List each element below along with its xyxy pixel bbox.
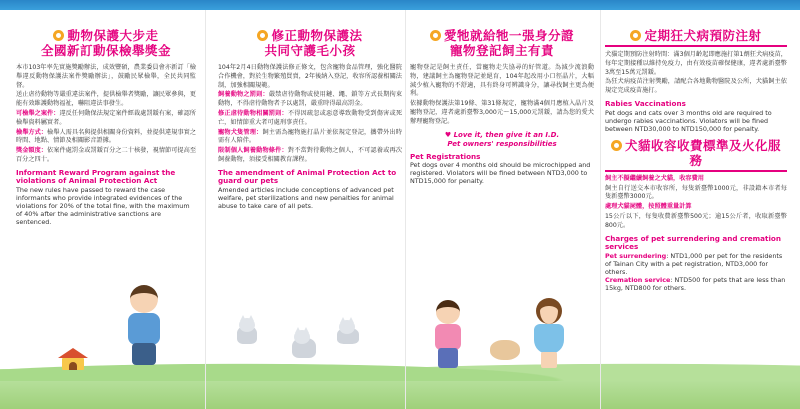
- item-label: 飼養動物之罰則：: [218, 91, 269, 99]
- bullet-icon: [257, 30, 268, 41]
- panel1-title: [16, 28, 196, 58]
- panel2-title-line2: 共同守護毛小孩: [264, 43, 356, 58]
- panel-rabies-fees: [605, 28, 787, 398]
- cat-illustration: [335, 320, 361, 344]
- panel3-para2: 依據動物保護法第19條、第31條規定，寵物滿4個月應植入晶片及寵物登記，違者處新臺幣3,000元～15,000元罰鍰，請為您的愛犬辦理寵物登記。: [410, 100, 594, 125]
- fold-line-3: [600, 10, 601, 409]
- doghouse-illustration: [60, 348, 86, 370]
- boy-illustration: [120, 285, 168, 375]
- panel4-en-surrender: [605, 252, 787, 276]
- panel3-para1: 寵物登記是飼主責任，當寵物走失協尋的好管道。為減少流浪動物，建議飼主為寵物登記並絕育，104年起改用小口徑晶片，大幅減少植入寵物的不舒適，具有終身可辨識身分，讓尋找飼主更為便利。: [410, 64, 594, 98]
- item-label: 寵物犬隻管理：: [218, 128, 263, 136]
- en-text: : NTD1,000 per pet for the residents of Tainan City with a pet registration, NTD3,000 for others.: [605, 251, 783, 277]
- panel2-body: [218, 64, 402, 165]
- cat-illustration: [290, 330, 318, 358]
- panel1-en-text: The new rules have passed to reward the case informants who provide integrated evidences of the violations for 20% of the total fine, with the maximum of 40% after the administrative sanctions are sentenced.: [16, 185, 190, 227]
- panel4-en-text1: Pet dogs and cats over 3 months old are required to undergo rabies vaccinations. Violators will be fined between NTD30,000 to NTD150,000 for penalty.: [605, 108, 772, 133]
- panel2-en-title: The amendment of Animal Protection Act to guard our pets: [218, 167, 397, 186]
- item-label: 可檢舉之案件：: [16, 109, 60, 117]
- panel4-en-title2: Charges of pet surrendering and cremation services: [605, 233, 781, 252]
- panel1-body: [16, 64, 196, 165]
- boy-illustration: [430, 300, 466, 370]
- item-text: 對不當對待動物之個人，不可認養或再次飼養動物，須接受相關教育課程。: [218, 147, 402, 163]
- panel2-title: [218, 28, 402, 58]
- panel-reward-program: [16, 28, 196, 398]
- panel4-body: [605, 51, 787, 96]
- panel3-title-line2: 寵物登記飼主有責: [449, 43, 554, 58]
- panel4-title2: [605, 138, 787, 172]
- panel4-fees: [605, 175, 787, 231]
- top-band: [0, 0, 800, 10]
- panel2-title-line1: 修正動物保護法: [271, 28, 363, 43]
- panel4-title2-text: 犬貓收容收費標準及火化服務: [624, 137, 781, 168]
- girl-illustration: [530, 298, 568, 370]
- puppy-illustration: [490, 340, 520, 360]
- en-text: : NTD500 for pets that are less than 15kg, NTD800 for others.: [605, 276, 786, 293]
- panel4-title-text: 定期狂犬病預防注射: [644, 28, 762, 43]
- item-text: 不得因疏忽或惡意導致動物受到傷害或死亡，如情節重大者可處刑事責任。: [218, 109, 402, 126]
- fee-subhead: 處理犬貓屍體，按照體重量計算: [605, 203, 692, 211]
- item-text: 飼主需為寵物施打晶片並依規定登記，攜帶外出時需有人陪伴。: [218, 128, 402, 145]
- bullet-icon: [430, 30, 441, 41]
- fold-line-1: [205, 10, 206, 409]
- panel1-title-line1: 動物保護大步走: [67, 28, 159, 43]
- panel4-en-cremation: [605, 276, 787, 292]
- item-label: 限制個人飼養動物條件：: [218, 147, 288, 155]
- panel3-body: [410, 64, 594, 127]
- item-text: 檢舉人需具名與提供相關身份資料，並提供違規事實之時間、地點、情節及相關影音證據。: [16, 128, 196, 145]
- fee-text: 15公斤以下，每隻收費新臺幣500元；逾15公斤者，收取新臺幣800元。: [605, 213, 787, 229]
- panel3-title: [410, 28, 594, 58]
- panel4-para1: 犬貓定期預防注射時間：滿3個月齡起即應施打第1劑狂犬病疫苗，每年定期接種以維持免疫力，由有效疫苗確保健康，違者處新臺幣3萬至15萬元罰鍰。: [605, 51, 787, 76]
- panel4-para2: 為狂犬病疫苗注射獎勵，請配合各地動物醫院及公所，犬貓飼主依規定完成疫苗施打。: [605, 78, 787, 95]
- panel2-en-text: Amended articles include conceptions of advanced pet welfare, pet sterilizations and new penalties for animal abuse to take care of all pets.: [218, 185, 394, 211]
- slogan: [410, 131, 594, 149]
- bullet-icon: [630, 30, 641, 41]
- slogan-line2: Pet owners' responsibilities: [447, 139, 557, 148]
- panel1-title-line2: 全國新訂動保檢舉獎金: [40, 43, 171, 58]
- item-text: 違反任何動保法規定案件經裁處罰鍰有案，確認所檢舉資料屬實者。: [16, 109, 196, 126]
- en-label: Cremation service: [605, 276, 671, 285]
- cat-illustration: [235, 318, 259, 344]
- panel2-intro: 104年2月4日動物保護法修正條文，包含寵物食品管理，強化醫院合作機會，對於生物繁殖買賣，2年後納入登記，收容所認養相關法制，加強相關規範。: [218, 64, 402, 89]
- bullet-icon: [53, 30, 64, 41]
- item-text: 嚴禁虐待動物或使用鏈、繩、鎖等方式長期拘束動物，不得虐待動物者予以處罰，嚴重時得最高罰金。: [218, 91, 402, 108]
- bullet-icon: [611, 140, 622, 151]
- item-text: 依案件處罰金或罰鍰百分之二十核發，視情節可提高至百分之四十。: [16, 147, 196, 163]
- panel1-para2: 送止虐待動物等嚴重違法案件，提供檢舉者獎勵，讓民眾參與，更能有效維護動物福祉，嚇阻違法事發生。: [16, 91, 196, 108]
- panel3-en-title: Pet Registrations: [410, 151, 481, 161]
- panel4-en-title1: Rabies Vaccinations: [605, 98, 686, 108]
- slogan-line1: Love it, then give it an I.D.: [453, 130, 560, 139]
- panel3-en-text: Pet dogs over 4 months old should be microchipped and registered. Violators will be fined between NTD3,000 to NTD15,000 for penalty.: [410, 161, 591, 186]
- panel3-title-line1: 愛牠就給牠一張身分證: [443, 28, 574, 43]
- fee-subhead: 飼主不擬繼續飼養之犬貓，收容費用: [605, 174, 704, 182]
- item-label: 修正虐待動物相關罰則：: [218, 109, 288, 117]
- item-label: 獎金額度：: [16, 147, 48, 155]
- panel4-title: [605, 28, 787, 47]
- panel1-para1: 本市103年率先實施獎勵辦法，成效豐碩，農業委員會亦新訂「檢舉違反動物保護法案件獎勵辦法」，鼓勵民眾檢舉，全民共同監督。: [16, 64, 196, 89]
- panel1-en-title: Informant Reward Program against the violations of Animal Protection Act: [16, 167, 176, 186]
- heart-icon: ♥: [444, 130, 454, 139]
- en-label: Pet surrendering: [605, 251, 667, 260]
- fold-line-2: [405, 10, 406, 409]
- fee-text: 飼主自行送交本市收容所，每隻新臺幣1000元，非設籍本市者每隻新臺幣3000元。: [605, 184, 787, 201]
- item-label: 檢舉方式：: [16, 128, 48, 136]
